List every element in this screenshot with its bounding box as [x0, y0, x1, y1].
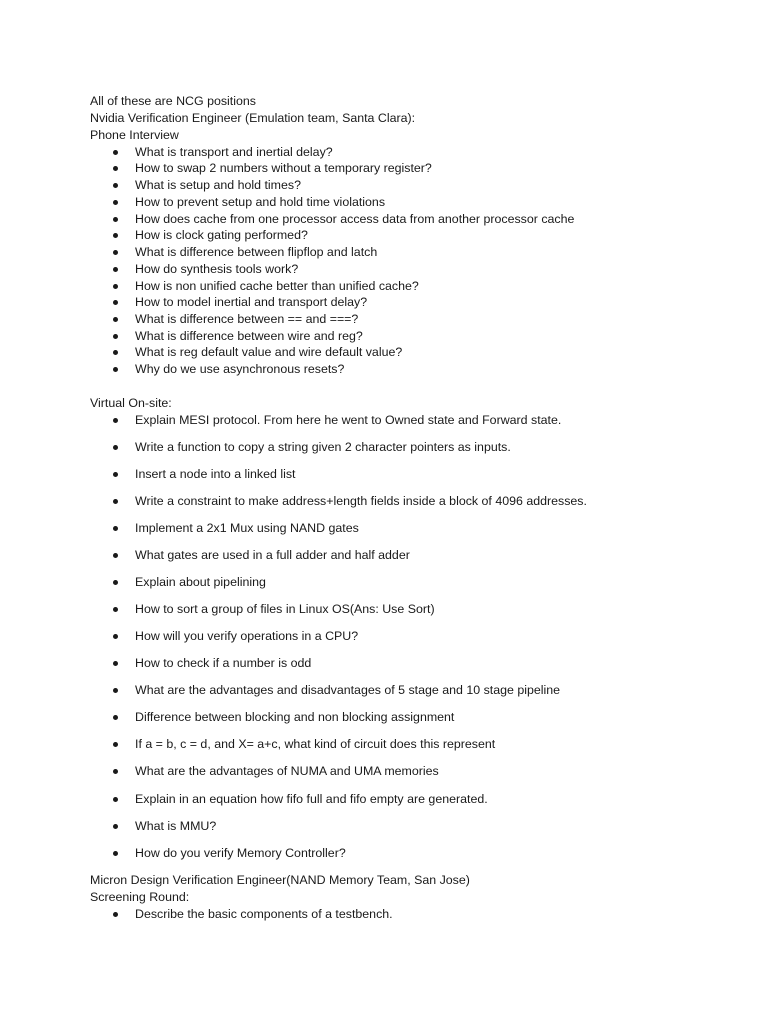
bullet-icon [113, 661, 118, 666]
bullet-icon [113, 183, 118, 188]
bullet-icon [113, 742, 118, 747]
bullet-icon [113, 499, 118, 504]
bullet-icon [113, 200, 118, 205]
bullet-icon [113, 824, 118, 829]
bullet-icon [113, 797, 118, 802]
bullet-icon [113, 300, 118, 305]
intro-text: All of these are NCG positions [90, 94, 256, 108]
bullet-icon [113, 217, 118, 222]
bullet-icon [113, 553, 118, 558]
bullet-icon [113, 350, 118, 355]
bullet-icon [113, 233, 118, 238]
bullet-icon [113, 580, 118, 585]
bullet-icon [113, 634, 118, 639]
bullet-icon [113, 317, 118, 322]
phone-interview-label: Phone Interview [90, 128, 179, 142]
bullet-icon [113, 166, 118, 171]
bullet-icon [113, 367, 118, 372]
bullet-icon [113, 912, 118, 917]
bullet-icon [113, 284, 118, 289]
bullet-icon [113, 267, 118, 272]
bullet-icon [113, 607, 118, 612]
virtual-onsite-label: Virtual On-site: [90, 396, 172, 410]
bullet-icon [113, 715, 118, 720]
bullet-icon [113, 250, 118, 255]
bullet-icon [113, 769, 118, 774]
bullet-icon [113, 418, 118, 423]
screening-round-label: Screening Round: [90, 890, 190, 904]
bullet-icon [113, 472, 118, 477]
bullet-icon [113, 334, 118, 339]
nvidia-heading: Nvidia Verification Engineer (Emulation team, Santa Clara): [90, 111, 416, 125]
bullet-icon [113, 150, 118, 155]
bullet-icon [113, 688, 118, 693]
bullet-icon [113, 526, 118, 531]
bullet-icon [113, 851, 118, 856]
document-page: All of these are NCG positions Nvidia Verification Engineer (Emulation team, Santa Clara): Phone Interview What is transport and inertial delay? How to swap 2 numbers without a temporary register? What is setup and hold times? How to prevent setup and hold time violations How does cache from one processor access data from another processor cache How is clock gating performed? What is difference between flipflop and latch How do synthesis tools work? How is non unified cache better than unified cache? How to model inertial and transport delay? What is difference between == and ===? What is difference between wire and reg? What is reg default value and wire default value? Why do we use asynchronous resets? Virtual On-site: Explain MESI protocol. From here he went to Owned state and Forward state. Write a function to copy a string given 2 character pointers as inputs. Insert a node into a linked list Write a constraint to make address+length fields inside a block of 4096 addresses. Implement a 2x1 Mux using NAND gates What gates are used in a full adder and half adder Explain about pipelining How to sort a group of files in Linux OS(Ans: Use Sort) How will you verify operations in a CPU? How to check if a number is odd What are the advantages and disadvantages of 5 stage and 10 stage pipeline Difference between blocking and non blocking assignment If a = b, c = d, and X= a+c, what kind of circuit does this represent What are the advantages of NUMA and UMA memories Explain in an equation how fifo full and fifo empty are generated. What is MMU? How do you verify Memory Controller? Micron Design Verification Engineer(NAND Memory Team, San Jose) Screening Round: Describe the basic components of a testbench. [90, 94, 587, 921]
micron-heading: Micron Design Verification Engineer(NAND Memory Team, San Jose) [90, 873, 470, 887]
bullet-icon [113, 445, 118, 450]
